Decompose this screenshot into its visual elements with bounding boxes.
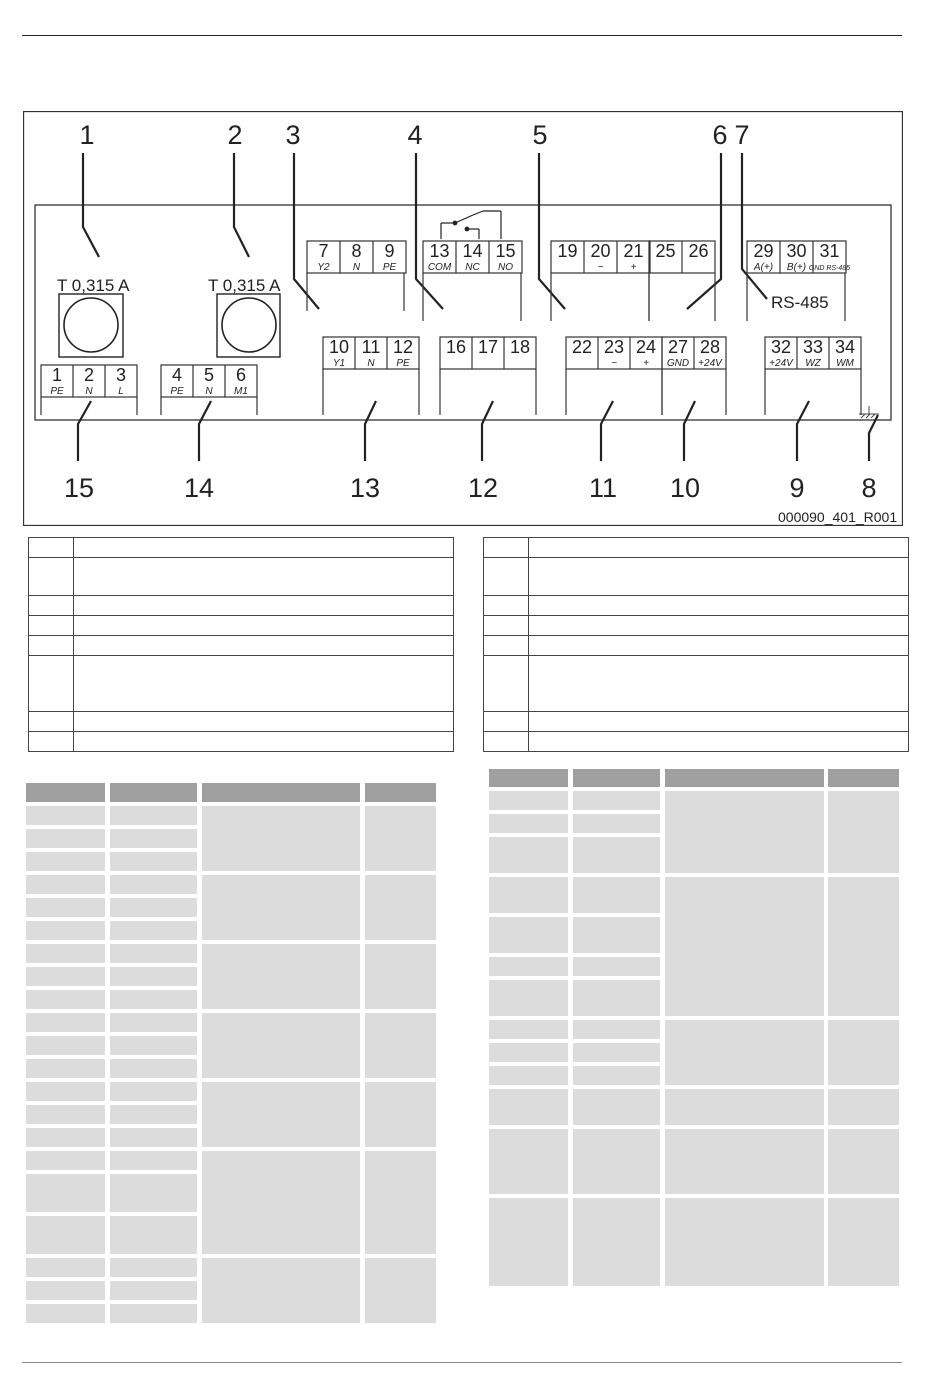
table-cell — [26, 1281, 105, 1300]
table-cell — [110, 898, 197, 917]
table-cell — [110, 1013, 197, 1032]
table-cell — [110, 944, 197, 963]
terminal-signal: N — [85, 386, 93, 397]
table-cell — [26, 875, 105, 894]
table-cell — [110, 967, 197, 986]
leader-14 — [199, 401, 211, 461]
terminal-signal: M1 — [234, 386, 248, 397]
table-cell — [26, 1128, 105, 1147]
table-header-cell — [573, 769, 660, 787]
terminal-number: 16 — [445, 337, 467, 357]
assignment-table-left — [26, 783, 436, 1336]
rs485-label: RS-485 — [771, 293, 829, 312]
callout-14: 14 — [183, 473, 215, 503]
table-header-cell — [489, 769, 568, 787]
table-cell — [110, 1174, 197, 1212]
table-cell — [489, 1089, 568, 1125]
table-cell — [26, 990, 105, 1009]
table-cell — [26, 1304, 105, 1323]
table-merged-cell — [828, 1198, 899, 1286]
callout-11: 11 — [588, 473, 618, 503]
table-cell — [26, 1059, 105, 1078]
table-cell — [26, 1258, 105, 1277]
table-cell — [573, 814, 660, 833]
terminal-signal: N — [352, 262, 361, 273]
device-outline — [35, 205, 891, 420]
table-cell — [573, 837, 660, 873]
table-cell — [489, 1020, 568, 1039]
terminal-number: 26 — [688, 241, 709, 261]
table-cell — [26, 1013, 105, 1032]
table-cell — [110, 1281, 197, 1300]
table-merged-cell — [202, 875, 360, 940]
table-header-cell — [665, 769, 824, 787]
terminal-wiring-diagram — [23, 111, 903, 526]
terminal-signal: COM — [427, 262, 452, 273]
table-cell — [573, 791, 660, 810]
table-cell — [489, 791, 568, 810]
terminal-signal: +24V — [698, 358, 722, 369]
terminal-number: 33 — [802, 337, 824, 357]
table-cell — [26, 921, 105, 940]
terminal-signal: PE — [170, 386, 184, 397]
terminal-number: 18 — [509, 337, 531, 357]
terminal-number: 25 — [655, 241, 676, 261]
terminal-signal: − — [611, 358, 617, 369]
terminal-signal: + — [630, 262, 637, 273]
table-cell — [573, 917, 660, 953]
table-merged-cell — [828, 1020, 899, 1085]
terminal-number: 14 — [462, 241, 483, 261]
terminal-signal: Y2 — [317, 262, 330, 273]
callout-8: 8 — [861, 473, 877, 503]
terminal-number: 20 — [590, 241, 611, 261]
legend-table-right — [483, 537, 909, 752]
fuse-label-2: T 0,315 A — [208, 276, 281, 295]
table-merged-cell — [828, 1089, 899, 1125]
fuse-label-1: T 0,315 A — [57, 276, 130, 295]
table-merged-cell — [365, 1013, 436, 1078]
table-cell — [26, 1216, 105, 1254]
leader-4 — [416, 153, 443, 309]
table-merged-cell — [202, 1013, 360, 1078]
terminal-number: 21 — [623, 241, 644, 261]
terminal-signal: − — [597, 262, 604, 273]
table-cell — [573, 1089, 660, 1125]
table-header-cell — [828, 769, 899, 787]
leader-12 — [482, 401, 493, 461]
table-merged-cell — [828, 791, 899, 873]
legend-table-left — [28, 537, 454, 752]
table-merged-cell — [365, 1082, 436, 1147]
terminal-number: 32 — [770, 337, 792, 357]
terminal-signal: WZ — [805, 358, 821, 369]
terminal-number: 19 — [557, 241, 578, 261]
terminal-number: 24 — [635, 337, 657, 357]
terminal-signal: PE — [50, 386, 64, 397]
table-merged-cell — [828, 1129, 899, 1194]
table-cell — [26, 1082, 105, 1101]
callout-12: 12 — [467, 473, 499, 503]
table-cell — [110, 1082, 197, 1101]
table-cell — [573, 957, 660, 976]
terminal-signal: L — [118, 386, 124, 397]
table-cell — [110, 829, 197, 848]
table-cell — [110, 875, 197, 894]
table-cell — [26, 852, 105, 871]
terminal-signal: GND RS-485 — [808, 265, 851, 272]
table-header-cell — [365, 783, 436, 802]
table-merged-cell — [202, 1258, 360, 1323]
relay-contact-symbol — [441, 211, 501, 239]
terminal-number: 10 — [328, 337, 350, 357]
terminal-number: 7 — [318, 241, 329, 261]
table-merged-cell — [665, 1129, 824, 1194]
table-cell — [110, 806, 197, 825]
table-cell — [26, 1151, 105, 1170]
table-merged-cell — [365, 1258, 436, 1323]
terminal-signal: N — [205, 386, 213, 397]
table-merged-cell — [665, 791, 824, 873]
callout-10: 10 — [669, 473, 701, 503]
leader-6 — [687, 153, 721, 309]
table-cell — [110, 1105, 197, 1124]
table-merged-cell — [665, 1089, 824, 1125]
table-cell — [573, 1198, 660, 1286]
table-merged-cell — [365, 875, 436, 940]
table-cell — [110, 1128, 197, 1147]
leader-7 — [742, 153, 767, 299]
table-cell — [489, 1129, 568, 1194]
table-merged-cell — [665, 877, 824, 1016]
terminal-number: 12 — [392, 337, 414, 357]
table-cell — [489, 1198, 568, 1286]
table-merged-cell — [365, 806, 436, 871]
terminal-signal: +24V — [769, 358, 793, 369]
terminal-number: 9 — [384, 241, 395, 261]
table-cell — [573, 877, 660, 913]
terminal-number: 11 — [361, 337, 381, 357]
table-merged-cell — [365, 944, 436, 1009]
terminal-number: 29 — [753, 241, 774, 261]
table-cell — [573, 1129, 660, 1194]
table-cell — [489, 957, 568, 976]
table-cell — [110, 921, 197, 940]
table-merged-cell — [202, 1082, 360, 1147]
table-merged-cell — [202, 1151, 360, 1254]
callout-13: 13 — [349, 473, 381, 503]
table-cell — [489, 917, 568, 953]
table-cell — [110, 1151, 197, 1170]
terminal-number: 4 — [171, 365, 183, 385]
terminal-signal: GND — [666, 358, 690, 369]
table-cell — [26, 806, 105, 825]
table-cell — [26, 829, 105, 848]
terminal-signal: PE — [382, 262, 397, 273]
table-cell — [26, 1174, 105, 1212]
terminal-number: 23 — [603, 337, 625, 357]
chassis-ground-icon — [859, 406, 879, 418]
table-cell — [489, 877, 568, 913]
terminal-signal: NO — [498, 262, 513, 273]
leader-11 — [601, 401, 613, 461]
terminal-signal: PE — [396, 358, 410, 369]
callout-2: 2 — [227, 120, 243, 150]
leader-13 — [365, 401, 376, 461]
table-cell — [110, 1258, 197, 1277]
terminal-number: 27 — [667, 337, 689, 357]
terminal-signal: Y1 — [332, 358, 346, 369]
table-merged-cell — [365, 1151, 436, 1254]
table-merged-cell — [828, 877, 899, 1016]
table-cell — [110, 990, 197, 1009]
figure-frame — [24, 112, 903, 526]
terminal-number: 22 — [571, 337, 593, 357]
callout-3: 3 — [285, 120, 301, 150]
terminal-number: 6 — [235, 365, 247, 385]
table-cell — [110, 1216, 197, 1254]
table-merged-cell — [202, 944, 360, 1009]
table-cell — [489, 814, 568, 833]
callout-4: 4 — [407, 120, 423, 150]
header-rule — [22, 35, 902, 36]
table-cell — [573, 1020, 660, 1039]
leader-5 — [539, 153, 565, 309]
terminal-signal: B(+) — [786, 262, 807, 273]
callout-9: 9 — [789, 473, 805, 503]
table-cell — [489, 980, 568, 1016]
table-cell — [489, 837, 568, 873]
table-header-cell — [26, 783, 105, 802]
terminal-signal: A(+) — [753, 262, 774, 273]
table-cell — [110, 1059, 197, 1078]
terminal-number: 15 — [495, 241, 516, 261]
table-cell — [573, 1066, 660, 1085]
terminal-signal: NC — [465, 262, 480, 273]
table-cell — [26, 1105, 105, 1124]
terminal-number: 13 — [429, 241, 450, 261]
assignment-table-right — [489, 769, 899, 1294]
callout-6: 6 — [712, 120, 728, 150]
table-cell — [26, 944, 105, 963]
leader-15 — [78, 401, 91, 461]
terminal-number: 5 — [203, 365, 215, 385]
callout-7: 7 — [734, 120, 750, 150]
table-merged-cell — [665, 1020, 824, 1085]
terminal-number: 31 — [819, 241, 840, 261]
table-cell — [489, 1066, 568, 1085]
terminal-number: 3 — [115, 365, 127, 385]
callout-15: 15 — [63, 473, 95, 503]
terminal-number: 1 — [51, 365, 63, 385]
leader-9 — [797, 401, 809, 461]
table-cell — [573, 980, 660, 1016]
table-cell — [110, 1036, 197, 1055]
callout-5: 5 — [532, 120, 548, 150]
table-cell — [110, 1304, 197, 1323]
table-cell — [573, 1043, 660, 1062]
terminal-signal: WM — [836, 358, 854, 369]
terminal-number: 34 — [834, 337, 856, 357]
terminal-number: 28 — [699, 337, 721, 357]
terminal-number: 8 — [351, 241, 362, 261]
table-header-cell — [110, 783, 197, 802]
table-cell — [489, 1043, 568, 1062]
terminal-number: 2 — [83, 365, 95, 385]
table-header-cell — [202, 783, 360, 802]
leader-10 — [684, 401, 695, 461]
terminal-signal: + — [643, 358, 649, 369]
terminal-number: 17 — [477, 337, 499, 357]
table-cell — [26, 1036, 105, 1055]
table-merged-cell — [665, 1198, 824, 1286]
table-merged-cell — [202, 806, 360, 871]
table-cell — [110, 852, 197, 871]
callout-1: 1 — [79, 120, 95, 150]
table-cell — [26, 898, 105, 917]
footer-rule — [22, 1362, 902, 1363]
leader-8 — [869, 415, 878, 461]
terminal-number: 30 — [786, 241, 807, 261]
terminal-signal: N — [367, 358, 375, 369]
table-cell — [26, 967, 105, 986]
figure-id: 000090_401_R001 — [778, 509, 898, 525]
